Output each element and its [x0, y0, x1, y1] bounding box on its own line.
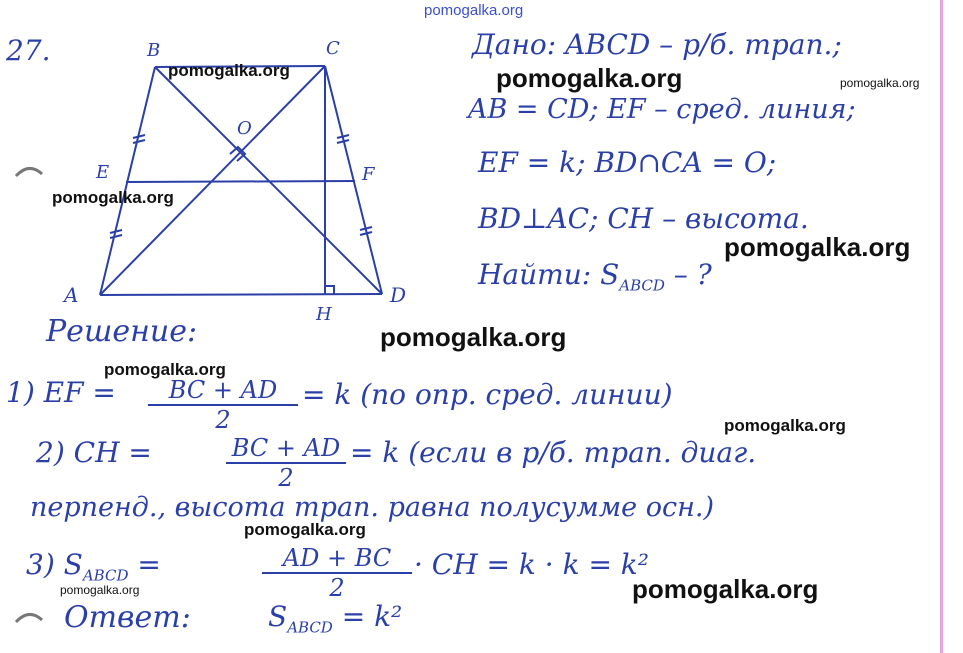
watermark: pomogalka.org [632, 574, 819, 604]
solution-heading: Решение: [46, 314, 198, 349]
step3-denominator: 2 [329, 574, 345, 602]
watermark: pomogalka.org [724, 416, 846, 435]
step1-denominator: 2 [215, 406, 231, 434]
step2-numerator: BC + AD [226, 434, 346, 464]
given-line-3: EF = k; BD∩CA = O; [478, 146, 777, 179]
answer-s: S [268, 600, 288, 633]
label-o: O [237, 118, 252, 139]
top-watermark-link[interactable]: pomogalka.org [424, 2, 524, 19]
step1-suffix: = k (по опр. сред. линии) [302, 378, 673, 411]
page-mark-bottom [14, 606, 44, 626]
given-find [478, 258, 712, 295]
step2-suffix: = k (если в р/б. трап. диаг. [350, 436, 757, 469]
watermark: pomogalka.org [724, 232, 911, 262]
step3-eq: = [137, 548, 161, 581]
answer-end: = k² [332, 600, 403, 633]
side-ad [100, 294, 382, 295]
watermark: pomogalka.org [380, 322, 567, 352]
step1-fraction [148, 376, 298, 434]
step3-s: 3) S [26, 548, 83, 581]
label-h: H [316, 304, 332, 325]
label-e: E [96, 162, 110, 183]
page-margin-line [940, 0, 943, 653]
problem-number: 27. [6, 34, 51, 67]
step3-suffix: · CH = k · k = k² [414, 548, 649, 581]
given-line-4: BD⊥AC; CH – высота. [478, 202, 809, 235]
given-find-end: – ? [664, 258, 712, 291]
step2-line2: перпенд., высота трап. равна полусумме осн.) [30, 492, 715, 523]
step3-fraction [262, 544, 412, 602]
step2-denominator: 2 [278, 464, 294, 492]
answer-label: Ответ: [64, 600, 191, 635]
step2-fraction [226, 434, 346, 492]
label-b: B [147, 40, 161, 61]
step1-prefix: 1) EF = [6, 376, 116, 409]
answer-value [268, 600, 402, 637]
given-find-label: Найти: S [478, 258, 620, 291]
given-find-sub: ABCD [619, 276, 665, 295]
label-c: C [326, 38, 340, 59]
step2-prefix: 2) CH = [36, 436, 152, 469]
label-f: F [362, 164, 375, 185]
watermark: pomogalka.org [52, 188, 174, 207]
label-a: A [64, 283, 79, 307]
watermark: pomogalka.org [496, 63, 683, 93]
step1-numerator: BC + AD [148, 376, 298, 406]
label-d: D [390, 283, 407, 307]
watermark: pomogalka.org [244, 520, 366, 539]
step3-sub: ABCD [82, 566, 129, 585]
page-mark-top [14, 160, 44, 180]
step3-prefix [26, 548, 161, 585]
step3-numerator: AD + BC [262, 544, 412, 574]
answer-sub: ABCD [287, 618, 333, 637]
watermark: pomogalka.org [840, 76, 920, 90]
given-line-2: AB = CD; EF – сред. линия; [468, 94, 856, 125]
watermark: pomogalka.org [104, 360, 226, 379]
watermark: pomogalka.org [168, 61, 290, 80]
midline-ef [126, 181, 355, 182]
watermark: pomogalka.org [60, 583, 140, 597]
given-line-1: Дано: ABCD – р/б. трап.; [472, 28, 842, 61]
